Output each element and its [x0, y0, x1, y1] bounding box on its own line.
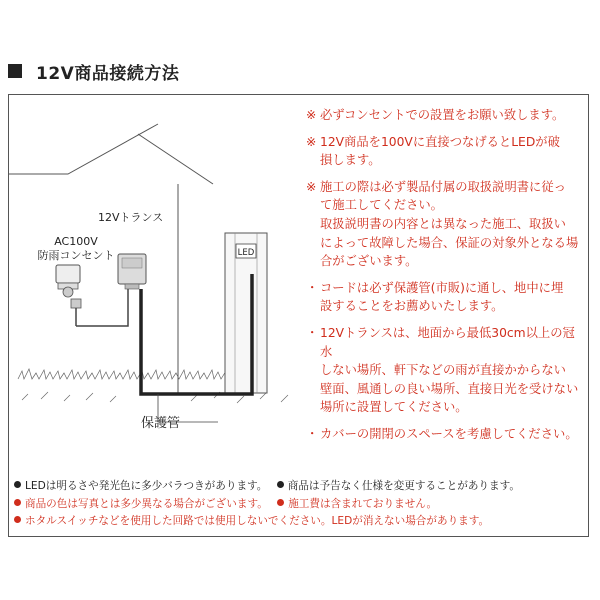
- bottom-note-no-install-fee: 施工費は含まれておりません。: [288, 497, 438, 510]
- bottom-note-spec-change: 商品は予告なく仕様を変更することがあります。: [287, 480, 520, 492]
- note-line: 場所に設置してください。: [320, 400, 468, 415]
- note-line: 12Vトランスは、地面から最低30cm以上の冠水: [320, 325, 575, 359]
- note-line: 壁面、風通しの良い場所、直接日光を受けない: [320, 381, 579, 396]
- note-mark: ・: [306, 426, 319, 441]
- note-line: て施工してください。: [320, 198, 443, 213]
- note-outlet-required: [306, 106, 586, 125]
- note-line: 設することをお薦めいたします。: [320, 299, 504, 314]
- note-line: 合がございます。: [320, 254, 418, 269]
- bullet-dot-icon: [14, 516, 21, 523]
- outlet-icon: [56, 265, 80, 297]
- note-transformer-placement: [306, 324, 586, 417]
- note-mark: ※: [306, 179, 317, 194]
- protective-pipe-label: 保護管: [141, 416, 181, 431]
- note-mark: ※: [306, 108, 317, 122]
- note-line: しない場所、軒下などの雨が直接かからない: [320, 363, 566, 378]
- note-line: 施工の際は必ず製品付属の取扱説明書に従っ: [320, 179, 566, 194]
- installation-diagram: [8, 94, 308, 474]
- bullet-dot-icon: [14, 499, 21, 506]
- bottom-note-color-diff: 商品の色は写真とは多少異なる場合がございます。: [25, 497, 268, 510]
- page-title: 12V商品接続方法: [36, 63, 180, 84]
- note-line: 12V商品を100Vに直接つなげるとLEDが破: [320, 134, 560, 149]
- note-cover-space: [306, 425, 586, 444]
- bottom-line-1: [14, 478, 584, 496]
- bottom-notes: [14, 478, 584, 531]
- bullet-dot-icon: [277, 499, 284, 506]
- note-line: 必ずコンセントでの設置をお願い致します。: [320, 108, 565, 122]
- ac-cord: [76, 289, 128, 326]
- notes-panel: [306, 106, 586, 452]
- title-bullet: [8, 64, 22, 78]
- transformer-label: 12Vトランス: [98, 211, 164, 224]
- note-mark: ・: [306, 325, 319, 340]
- led-label: LED: [237, 248, 255, 258]
- note-line: コードは必ず保護管(市販)に通し、地中に埋: [320, 280, 564, 295]
- house-roof-left: [8, 124, 158, 174]
- note-mark: ※: [306, 134, 317, 149]
- bottom-line-2: [14, 496, 584, 514]
- title-row: [8, 58, 179, 84]
- note-follow-manual: [306, 178, 586, 271]
- bottom-line-3: [14, 513, 584, 531]
- note-protective-pipe: [306, 279, 586, 316]
- note-line: 損します。: [320, 153, 381, 168]
- bullet-dot-icon: [277, 481, 284, 488]
- ac-outlet-label-line1: AC100V: [54, 235, 98, 248]
- bottom-note-led-variance: LEDは明るさや発光色に多少バラつきがあります。: [25, 480, 268, 492]
- ac-outlet-label-line2: 防雨コンセント: [37, 249, 115, 262]
- note-line: カバーの開閉のスペースを考慮してください。: [320, 426, 578, 441]
- house-roof-right: [138, 134, 213, 184]
- note-mark: ・: [306, 280, 319, 295]
- bullet-dot-icon: [14, 481, 21, 488]
- note-no-100v: [306, 133, 586, 170]
- led-post: [225, 233, 267, 393]
- bottom-note-switch-warning: ホタルスイッチなどを使用した回路では使用しないでください。LEDが消えない場合があります。: [25, 515, 490, 527]
- note-line: 取扱説明書の内容とは異なった施工、取扱い: [320, 216, 566, 231]
- note-line: によって故障した場合、保証の対象外となる場: [320, 235, 579, 250]
- plug-icon: [71, 299, 81, 326]
- transformer-icon: [118, 254, 146, 289]
